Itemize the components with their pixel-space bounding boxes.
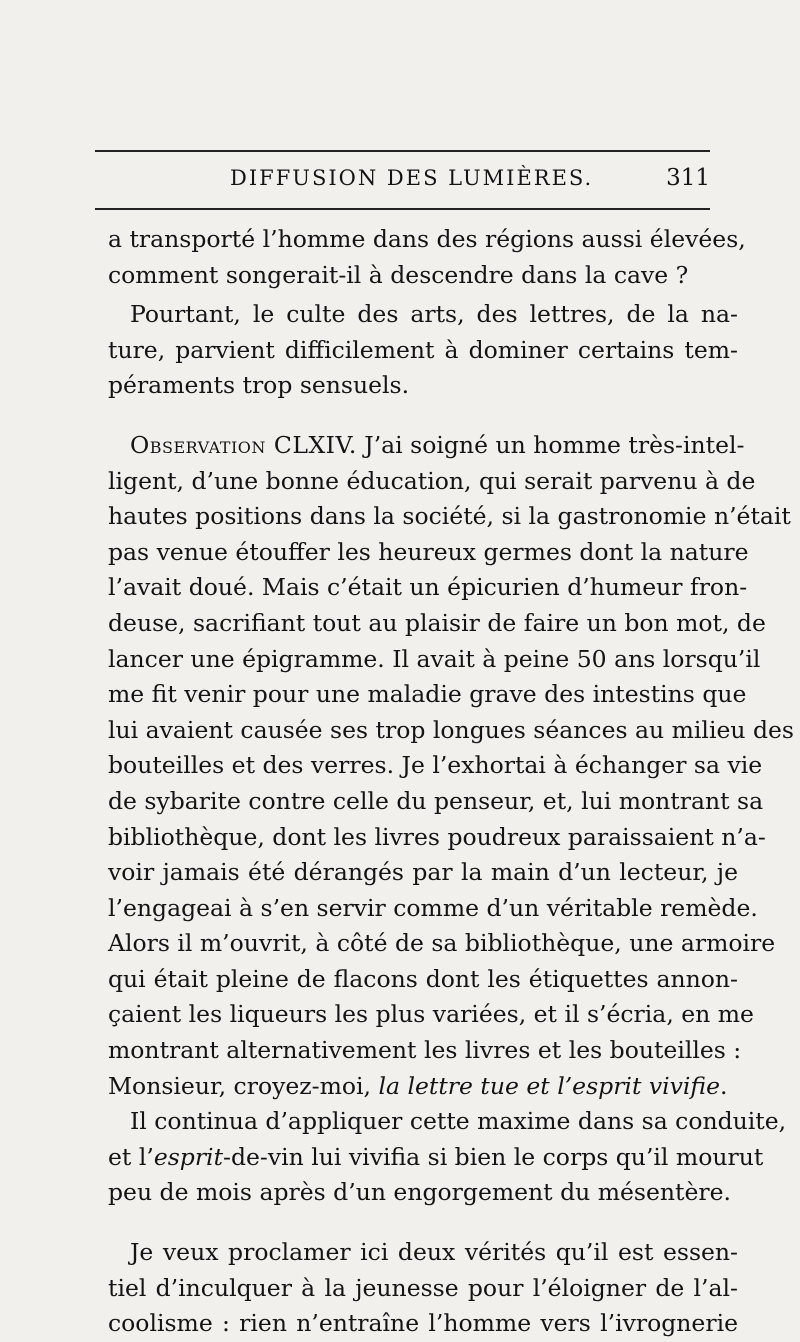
text-line: l’engageai à s’en servir comme d’un véritable remède.: [108, 893, 758, 922]
text-fragment: -de-vin lui vivifia si bien le corps qu’il mourut: [223, 1142, 764, 1171]
text-line: deuse, sacrifiant tout au plaisir de faire un bon mot, de: [108, 608, 766, 637]
header-rule-bottom: [95, 208, 710, 210]
text-line: hautes positions dans la société, si la gastronomie n’était: [108, 502, 791, 531]
text-fragment: .: [720, 1071, 728, 1100]
text-line: a transporté l’homme dans des régions aussi élevées,: [108, 225, 746, 253]
text-line: coolisme : rien n’entraîne l’homme vers l’ivrognerie: [108, 1309, 738, 1338]
observation-first-line: [108, 428, 745, 464]
text-line: tiel d’inculquer à la jeunesse pour l’éloigner de l’al-: [108, 1273, 738, 1302]
text-line: qui était pleine de flacons dont les étiquettes annon-: [108, 964, 738, 993]
quote-italic: la lettre tue et l’esprit vivifie: [378, 1071, 721, 1100]
text-fragment: et l’: [108, 1142, 154, 1171]
text-line: de sybarite contre celle du penseur, et, lui montrant sa: [108, 786, 764, 815]
text-line: lancer une épigramme. Il avait à peine 50 ans lorsqu’il: [108, 644, 761, 673]
text-line: l’avait doué. Mais c’était un épicurien d’humeur fron-: [108, 573, 748, 602]
text-line-mixed: [108, 1140, 764, 1176]
observation-label: Observation CLXIV.: [130, 430, 357, 459]
text-fragment: J’ai soigné un homme très-intel-: [356, 430, 745, 459]
body-text: [108, 222, 794, 1342]
running-title: DIFFUSION DES LUMIÈRES.: [230, 166, 594, 190]
text-line: çaient les liqueurs les plus variées, et il s’écria, en me: [108, 1000, 754, 1029]
text-fragment: Monsieur, croyez-moi,: [108, 1071, 379, 1100]
header-rule-top: [95, 150, 710, 152]
text-line: Je veux proclamer ici deux vérités qu’il est essen-: [130, 1238, 738, 1267]
text-line: voir jamais été dérangés par la main d’un lecteur, je: [108, 858, 738, 887]
text-line: montrant alternativement les livres et les bouteilles :: [108, 1036, 742, 1065]
text-line: péraments trop sensuels.: [108, 371, 410, 400]
text-line: Alors il m’ouvrit, à côté de sa bibliothèque, une armoire: [108, 929, 776, 958]
text-line: Il continua d’appliquer cette maxime dans sa conduite,: [130, 1107, 787, 1136]
page-number: 311: [666, 165, 710, 191]
text-line: lui avaient causée ses trop longues séances au milieu des: [108, 715, 794, 744]
text-line: bouteilles et des verres. Je l’exhortai à échanger sa vie: [108, 751, 763, 780]
text-line: peu de mois après d’un engorgement du mésentère.: [108, 1178, 731, 1207]
esprit-italic: esprit: [153, 1142, 224, 1171]
text-line: me fit venir pour une maladie grave des intestins que: [108, 680, 747, 709]
quote-line: [108, 1069, 738, 1105]
text-line: Pourtant, le culte des arts, des lettres, de la na-: [130, 300, 738, 329]
text-line: ture, parvient difficilement à dominer certains tem-: [108, 335, 738, 364]
text-line: pas venue étouffer les heureux germes dont la nature: [108, 537, 749, 566]
text-line: ligent, d’une bonne éducation, qui serait parvenu à de: [108, 466, 756, 495]
text-line: bibliothèque, dont les livres poudreux paraissaient n’a-: [108, 822, 766, 851]
text-line: comment songerait-il à descendre dans la cave ?: [108, 260, 689, 289]
running-head: [95, 158, 710, 198]
